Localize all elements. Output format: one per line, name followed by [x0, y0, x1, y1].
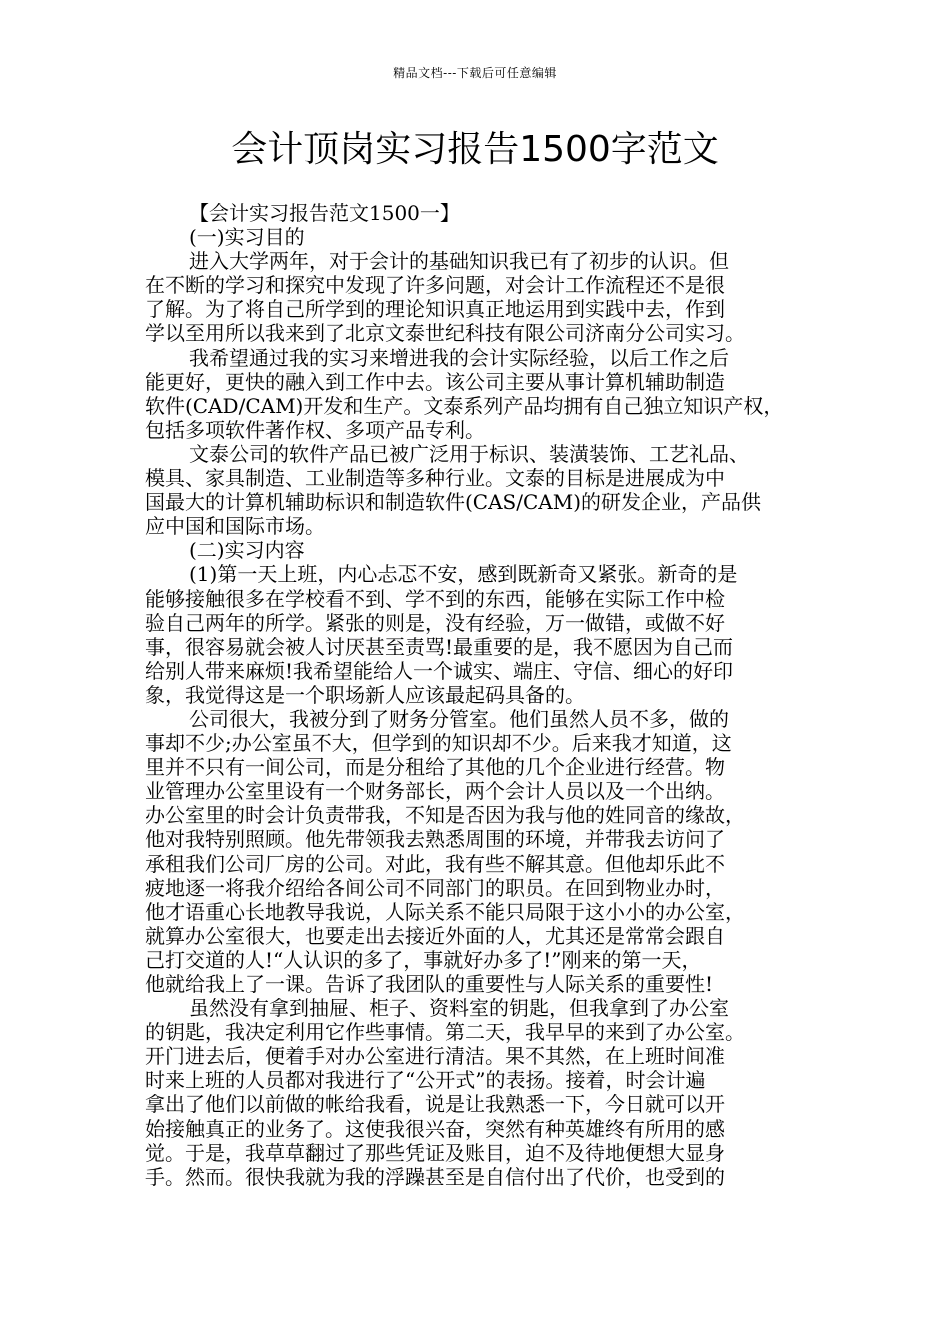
- paragraph-line: (1)第一天上班，内心忐忑不安，感到既新奇又紧张。新奇的是: [189, 562, 738, 587]
- paragraph-line: 他对我特别照顾。他先带领我去熟悉周围的环境，并带我去访问了: [145, 827, 725, 852]
- paragraph-line: 拿出了他们以前做的帐给我看，说是让我熟悉一下，今日就可以开: [145, 1092, 725, 1117]
- paragraph-line: 己打交道的人!“人认识的多了，事就好办多了!”刚来的第一天，: [145, 947, 702, 972]
- paragraph-line: 始接触真正的业务了。这使我很兴奋，突然有种英雄终有所用的感: [145, 1116, 725, 1141]
- paragraph-line: 公司很大，我被分到了财务分管室。他们虽然人员不多，做的: [189, 706, 729, 731]
- paragraph-line: 时来上班的人员都对我进行了“公开式”的表扬。接着，时会计遍: [145, 1068, 706, 1093]
- paragraph-line: 模具、家具制造、工业制造等多种行业。文泰的目标是进展成为中: [145, 466, 725, 491]
- paragraph-line: 就算办公室很大，也要走出去接近外面的人，尤其还是常常会跟自: [145, 923, 725, 948]
- paragraph-line: 办公室里的时会计负责带我，不知是否因为我与他的姓同音的缘故，: [145, 803, 745, 828]
- paragraph-line: 国最大的计算机辅助标识和制造软件(CAS/CAM)的研发企业，产品供: [145, 490, 762, 515]
- paragraph-line: 承租我们公司厂房的公司。对此，我有些不解其意。但他却乐此不: [145, 851, 725, 876]
- paragraph-line: 我希望通过我的实习来增进我的会计实际经验，以后工作之后: [189, 345, 729, 370]
- subsection-heading: (二)实习内容: [189, 538, 305, 563]
- paragraph-line: 觉。于是，我草草翻过了那些凭证及账目，迫不及待地便想大显身: [145, 1140, 725, 1165]
- paragraph-line: 能更好，更快的融入到工作中去。该公司主要从事计算机辅助制造: [145, 369, 725, 394]
- paragraph-line: 象，我觉得这是一个职场新人应该最起码具备的。: [145, 682, 585, 707]
- paragraph-line: 事，很容易就会被人讨厌甚至责骂!最重要的是，我不愿因为自己而: [145, 634, 734, 659]
- paragraph-line: 包括多项软件著作权、多项产品专利。: [145, 417, 485, 442]
- paragraph-line: 进入大学两年，对于会计的基础知识我已有了初步的认识。但: [189, 249, 729, 274]
- paragraph-line: 开门进去后，便着手对办公室进行清洁。果不其然，在上班时间准: [145, 1044, 725, 1069]
- paragraph-line: 的钥匙，我决定利用它作些事情。第二天，我早早的来到了办公室。: [145, 1020, 745, 1045]
- page-header: 精品文档---下载后可任意编辑: [393, 66, 557, 80]
- paragraph-line: 文泰公司的软件产品已被广泛用于标识、装潢装饰、工艺礼品、: [189, 441, 749, 466]
- paragraph-line: 了解。为了将自己所学到的理论知识真正地运用到实践中去，作到: [145, 297, 725, 322]
- paragraph-line: 里并不只有一间公司，而是分租给了其他的几个企业进行经营。物: [145, 755, 725, 780]
- section-heading: 【会计实习报告范文1500一】: [189, 201, 460, 225]
- paragraph-line: 软件(CAD/CAM)开发和生产。文泰系列产品均拥有自己独立知识产权，: [145, 393, 784, 418]
- paragraph-line: 手。然而。很快我就为我的浮躁甚至是自信付出了代价，也受到的: [145, 1164, 725, 1189]
- subsection-heading: (一)实习目的: [189, 225, 305, 250]
- paragraph-line: 事却不少;办公室虽不大，但学到的知识却不少。后来我才知道，这: [145, 731, 732, 756]
- paragraph-line: 虽然没有拿到抽屉、柜子、资料室的钥匙，但我拿到了办公室: [189, 996, 729, 1021]
- paragraph-line: 业管理办公室里设有一个财务部长，两个会计人员以及一个出纳。: [145, 779, 725, 804]
- paragraph-line: 验自己两年的所学。紧张的则是，没有经验，万一做错，或做不好: [145, 610, 725, 635]
- document-title: 会计顶岗实习报告1500字范文: [231, 129, 719, 170]
- paragraph-line: 学以至用所以我来到了北京文泰世纪科技有限公司济南分公司实习。: [145, 321, 745, 346]
- document-body: [145, 201, 829, 1189]
- paragraph-line: 他才语重心长地教导我说，人际关系不能只局限于这小小的办公室，: [145, 899, 745, 924]
- paragraph-line: 他就给我上了一课。告诉了我团队的重要性与人际关系的重要性!: [145, 972, 714, 996]
- paragraph-line: 给别人带来麻烦!我希望能给人一个诚实、端庄、守信、细心的好印: [145, 658, 734, 683]
- paragraph-line: 疲地逐一将我介绍给各间公司不同部门的职员。在回到物业办时，: [145, 875, 725, 900]
- paragraph-line: 在不断的学习和探究中发现了许多问题，对会计工作流程还不是很: [145, 273, 725, 298]
- paragraph-line: 能够接触很多在学校看不到、学不到的东西，能够在实际工作中检: [145, 586, 725, 611]
- paragraph-line: 应中国和国际市场。: [145, 514, 325, 539]
